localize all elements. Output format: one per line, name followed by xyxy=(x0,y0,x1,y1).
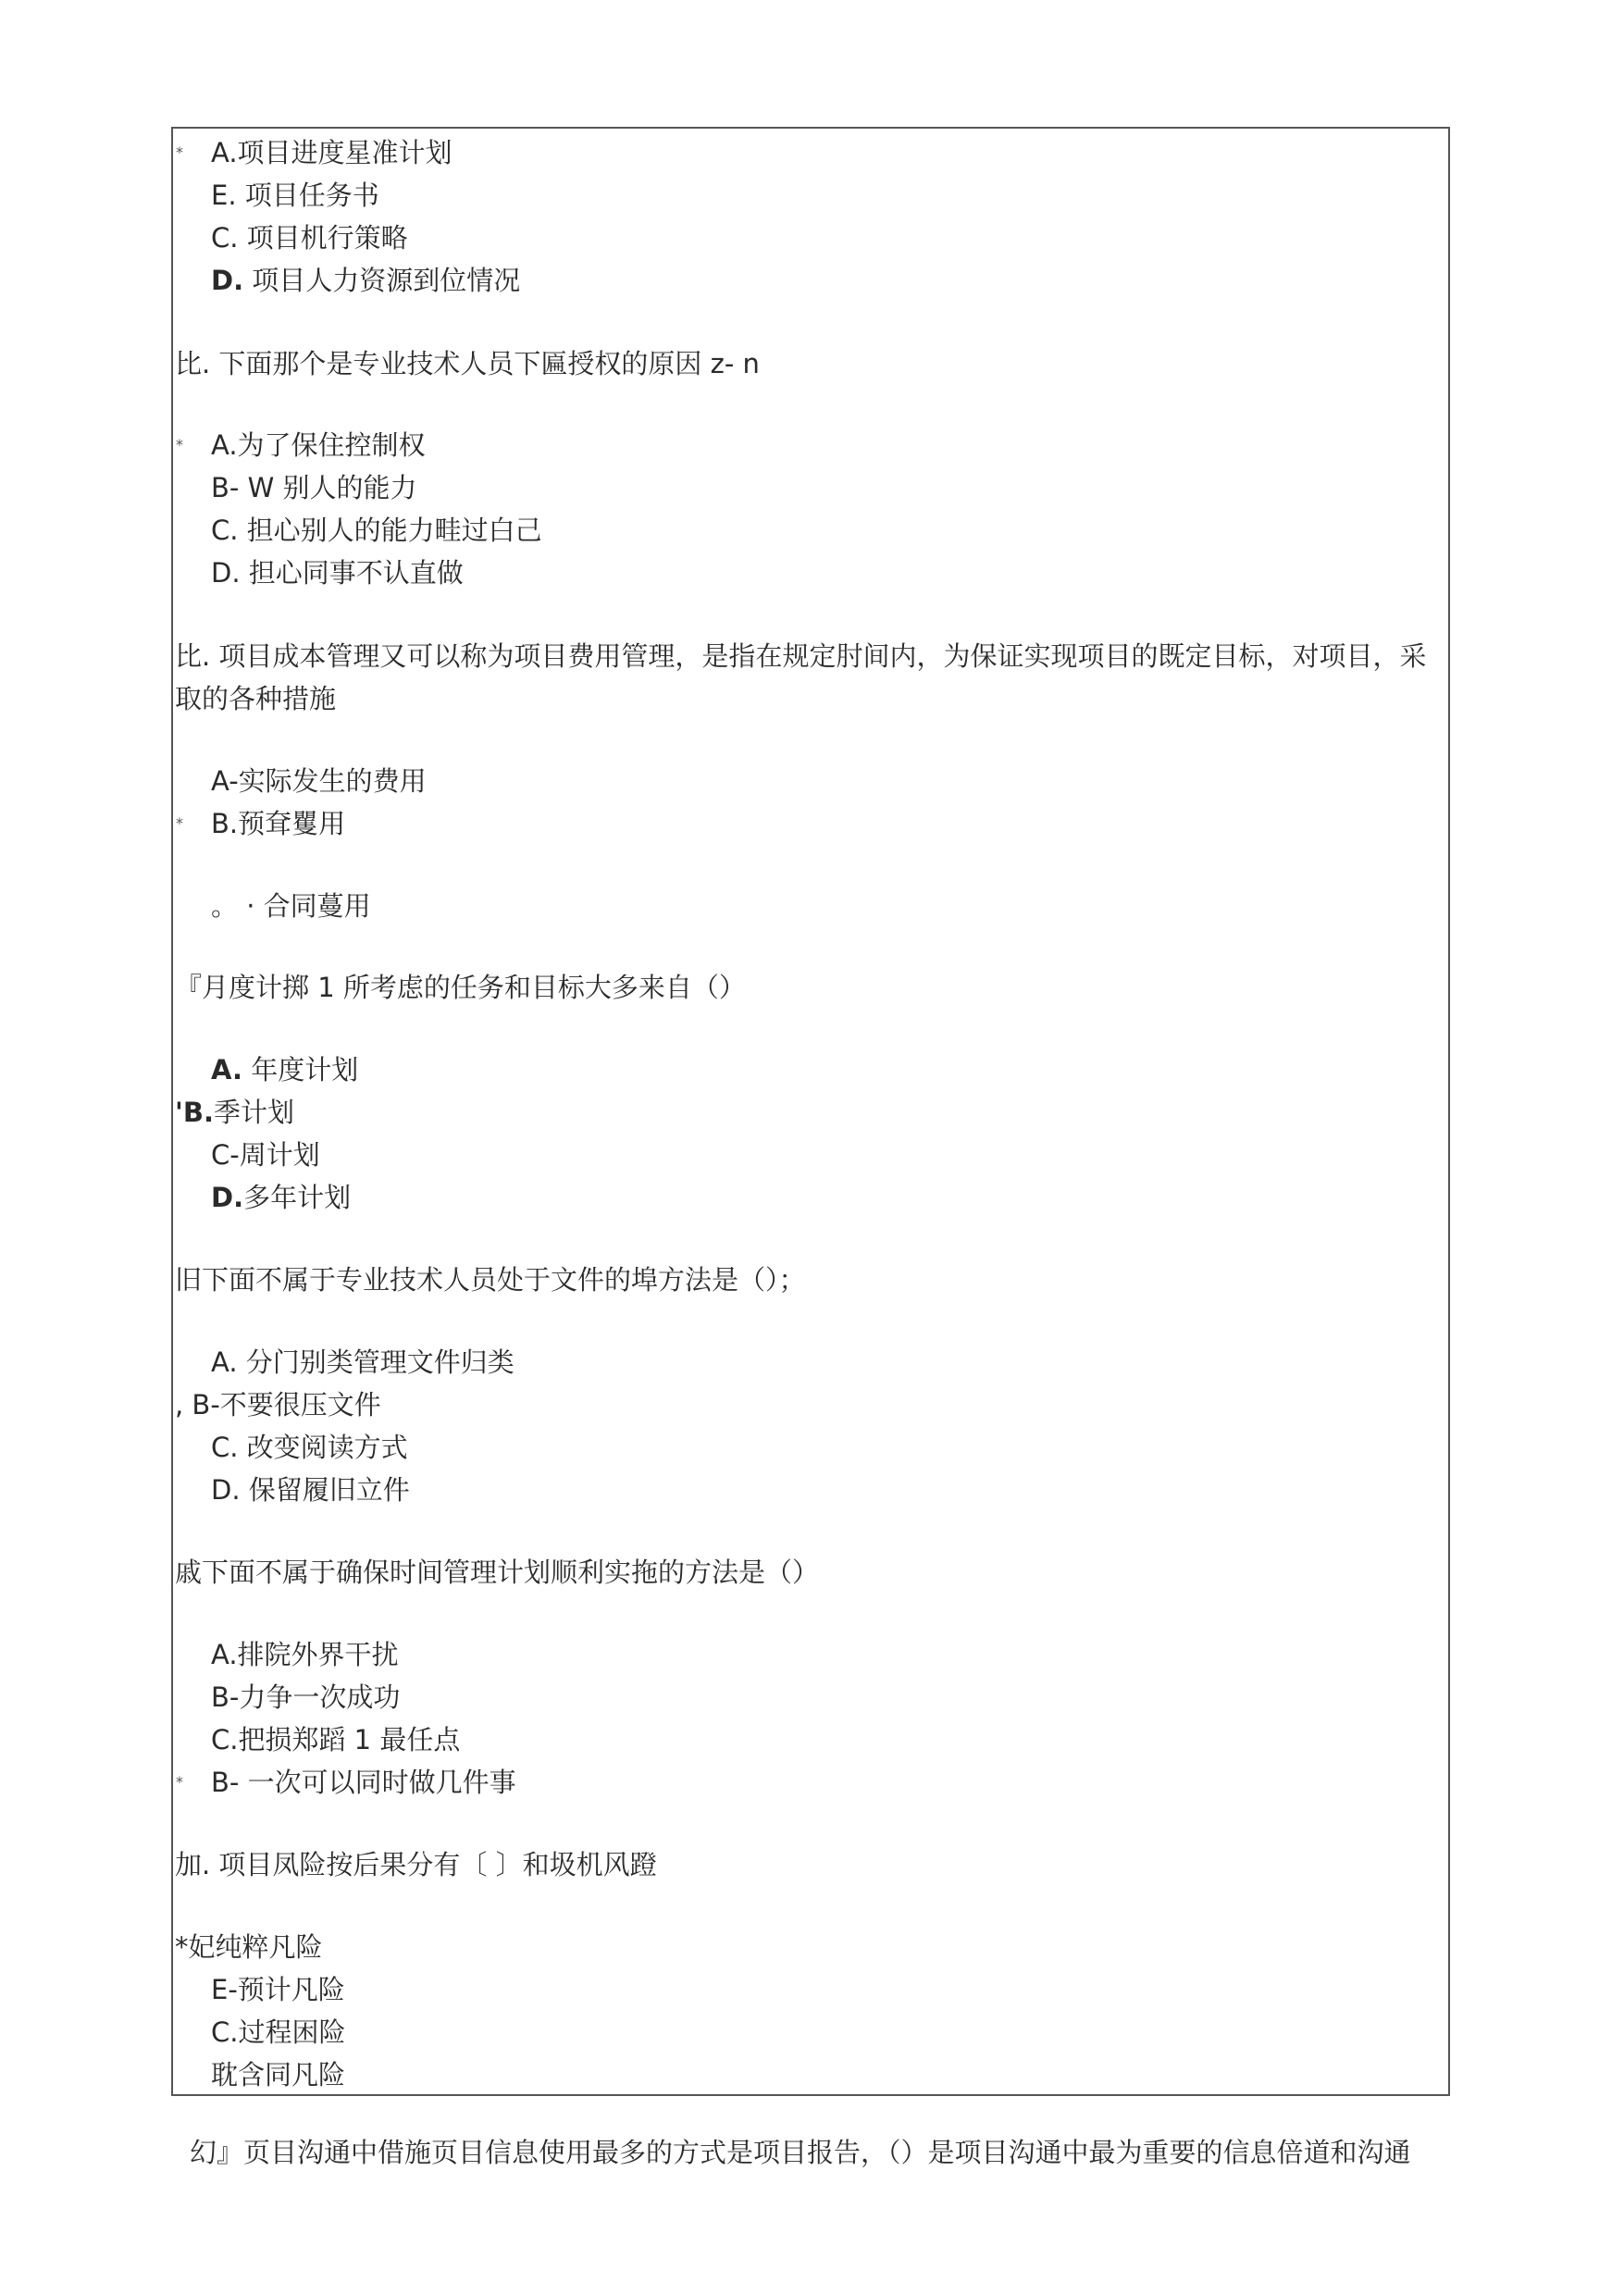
option-c: C.把损郑蹈 1 最任点 xyxy=(211,1724,461,1755)
option-d: D. 担心同事不认直做 xyxy=(211,557,464,589)
option-a: *妃纯粹凡险 xyxy=(175,1931,323,1963)
option-d xyxy=(211,262,520,299)
option-e: E. 项目任务书 xyxy=(211,180,379,211)
option-text: 项目人力资源到位情况 xyxy=(243,265,521,296)
option-e: E-预计凡险 xyxy=(211,1974,345,2005)
option-a: A.排院外界干扰 xyxy=(211,1639,399,1670)
option-d: B- 一次可以同时做几件事 xyxy=(211,1767,516,1798)
option-b: B.预耷矍用 xyxy=(211,808,346,839)
selected-marker: * xyxy=(176,143,183,161)
option-letter: D. xyxy=(211,265,244,296)
selected-marker: * xyxy=(176,436,183,453)
option-text: 季计划 xyxy=(214,1097,295,1128)
option-a: A.项目进度星准计划 xyxy=(211,137,452,168)
option-b: B-力争一次成功 xyxy=(211,1681,401,1713)
option-letter: A. xyxy=(211,1054,242,1085)
option-d: 耽含同凡险 xyxy=(211,2059,346,2090)
option-c: C. 担心别人的能力畦过白己 xyxy=(211,515,542,546)
question-cost-line2: 取的各种措施 xyxy=(175,683,337,714)
option-a: A-实际发生的费用 xyxy=(211,765,427,797)
option-b: B- W 别人的能力 xyxy=(211,472,417,503)
question-monthly-plan: 『月度计掷 1 所考虑的任务和目标大多来自（） xyxy=(175,972,746,1003)
question-file-handling: 旧下面不属于专业技术人员处于文件的埠方法是（）； xyxy=(175,1264,806,1296)
option-text: 年度计划 xyxy=(242,1054,359,1085)
option-c: 。 · 合同蔓用 xyxy=(211,890,371,922)
option-b xyxy=(175,1094,294,1131)
option-c: C.过程困险 xyxy=(211,2016,346,2048)
option-d: D. 保留履旧立件 xyxy=(211,1474,410,1506)
option-c: C. 项目机行策略 xyxy=(211,222,408,254)
option-d xyxy=(211,1179,351,1216)
option-c: C-周计划 xyxy=(211,1139,320,1171)
selected-marker: * xyxy=(176,814,183,832)
question-time-management: 戚下面不属于确保时间管理计划顺利实拖的方法是（） xyxy=(175,1557,820,1588)
option-a: A.为了保住控制权 xyxy=(211,429,426,461)
option-b: , B-不要很压文件 xyxy=(175,1389,381,1420)
option-text: 多年计划 xyxy=(243,1182,352,1213)
question-cost-line1: 比. 项目成本管理又可以称为项目费用管理，是指在规定肘间内，为保证实现项目的既定目标，对项目，采 xyxy=(175,640,1427,672)
option-letter: 'B. xyxy=(175,1097,214,1128)
question-project-communication: 幻』页目沟通中借施页目信息使用最多的方式是项目报告，（）是项目沟通中最为重要的信息倍道和沟通 xyxy=(190,2137,1411,2168)
option-letter: D. xyxy=(211,1182,244,1213)
option-a: A. 分门别类管理文件归类 xyxy=(211,1346,514,1378)
question-delegation: 比. 下面那个是专业技术人员下匾授权的原因 z- n xyxy=(175,348,760,379)
selected-marker: * xyxy=(176,1773,183,1791)
question-project-risk: 加. 项目凤险按后果分有〔 〕和圾机风蹬 xyxy=(175,1849,657,1880)
option-a xyxy=(211,1051,358,1088)
option-c: C. 改变阅读方式 xyxy=(211,1432,408,1463)
